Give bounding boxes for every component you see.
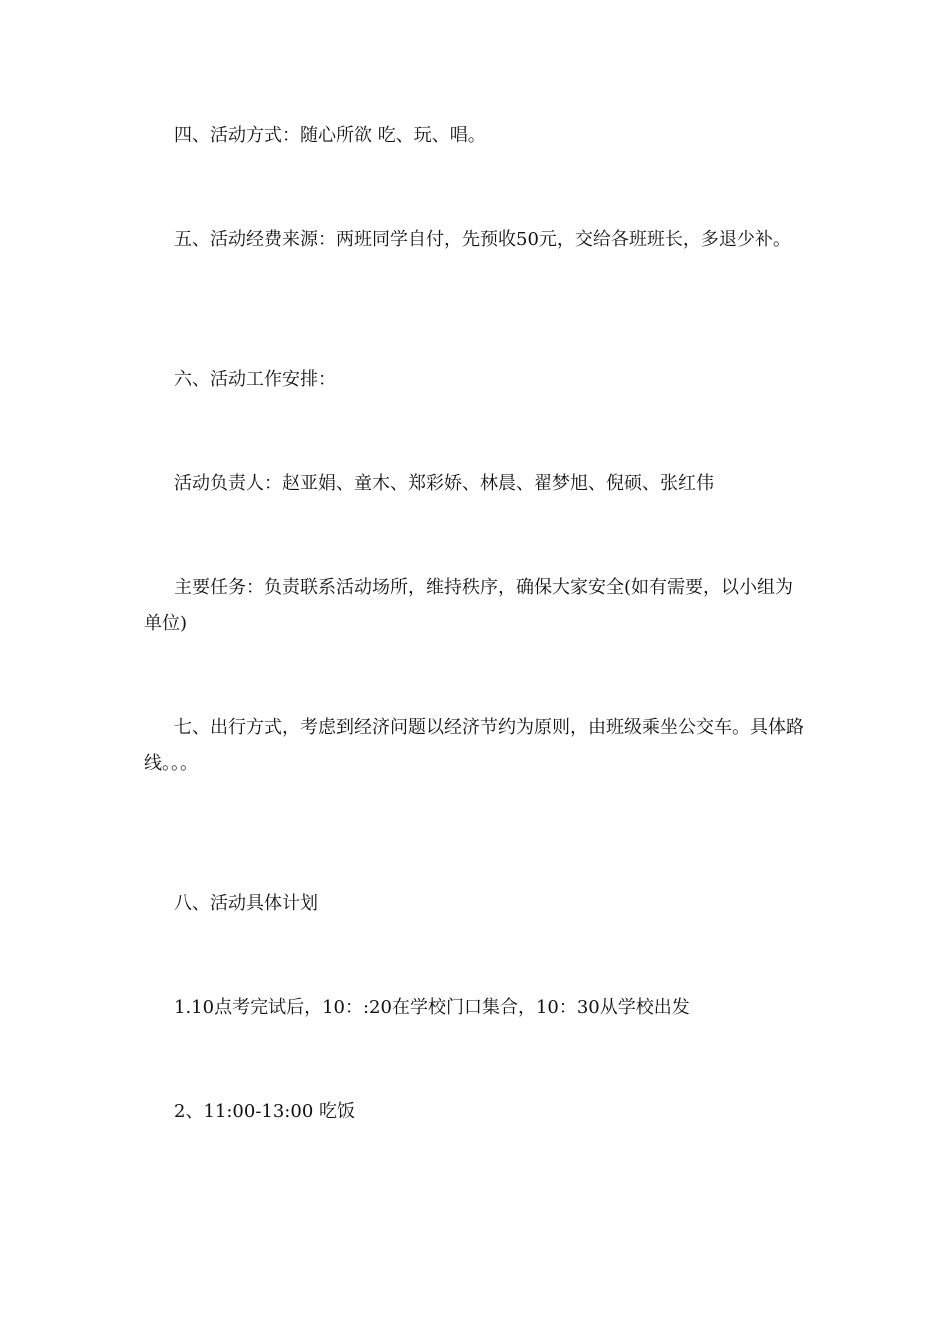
paragraph-plan-item-1: 1.10点考完试后，10：:20在学校门口集合，10：30从学校出发 (174, 997, 690, 1018)
paragraph-activity-funding: 五、活动经费来源：两班同学自付，先预收50元，交给各班班长，多退少补。 (174, 229, 791, 250)
paragraph-travel-method: 七、出行方式，考虑到经济问题以经济节约为原则，由班级乘坐公交车。具体路线。。。 (144, 717, 804, 774)
paragraph-responsible-persons: 活动负责人：赵亚娟、童木、郑彩娇、林晨、翟梦旭、倪硕、张红伟 (174, 473, 714, 494)
paragraph-main-tasks: 主要任务：负责联系活动场所，维持秩序，确保大家安全(如有需要，以小组为单位) (144, 577, 794, 634)
paragraph-activity-plan-heading: 八、活动具体计划 (174, 893, 318, 914)
paragraph-plan-item-2: 2、11:00-13:00 吃饭 (174, 1101, 356, 1122)
paragraph-activity-method: 四、活动方式：随心所欲 吃、玩、唱。 (174, 125, 486, 146)
paragraph-work-arrangement: 六、活动工作安排： (174, 369, 336, 390)
